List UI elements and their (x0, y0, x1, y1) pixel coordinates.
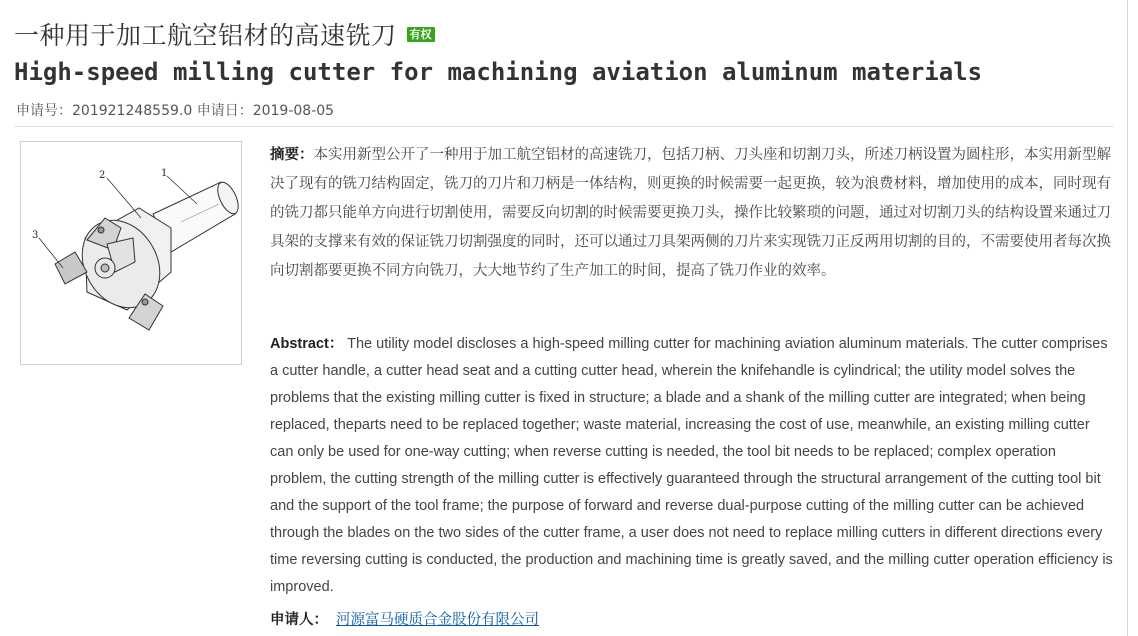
status-badge: 有权 (407, 27, 435, 42)
abstract-english (270, 331, 1115, 601)
title-row (14, 16, 435, 52)
application-date-label: 申请日： (196, 103, 253, 119)
applicant-link[interactable]: 河源富马硬质合金股份有限公司 (336, 612, 539, 628)
abstract-chinese-text: 本实用新型公开了一种用于加工航空铝材的高速铣刀，包括刀柄、刀头座和切割刀头，所述刀柄设置为圆柱形，本实用新型解决了现有的铣刀结构固定，铣刀的刀片和刀柄是一体结构，则更换的时候需要一起更换，较为浪费材料，增加使用的成本，同时现有的铣刀都只能单方向进行切割使用，需要反向切割的时候需要更换刀头，操作比较繁琐的问题，通过对切割刀头的结构设置来通过刀具架的支撑来有效的保证铣刀切割强度的同时，还可以通过刀具架两侧的刀片来实现铣刀正反两用切割的目的，不需要使用者每次换向切割都要更换不同方向铣刀，大大地节约了生产加工的时间，提高了铣刀作业的效率。 (270, 147, 1111, 279)
page-right-border (1127, 0, 1128, 636)
abstract-english-text: The utility model discloses a high-speed milling cutter for machining aviation aluminum materials. The cutter comprises a cutter handle, a cutter head seat and a cutting cutter head, wherein the knifehandle is cylindrical; the utility model solves the problems that the existing milling cutter is fixed in structure; a blade and a shank of the milling cutter are integrated; when being replaced, theparts need to be replaced together; waste material, increasing the cost of use, meanwhile, an existing milling cutter can only be used for one-way cutting; when reverse cutting is needed, the tool bit needs to be replaced; complex operation problem, the cutting strength of the milling cutter is effectively guaranteed through the structural arrangement of the cutting tool bit and the support of the tool frame; the purpose of forward and reverse dual-purpose cutting of the milling cutter can be achieved through the blades on the two sides of the cutter frame, a user does not need to replace milling cutters in different directions every time reversing cutting is conducted, the production and machining time is greatly saved, and the milling cutter operation efficiency is improved. (270, 336, 1113, 595)
abstract-chinese-label: 摘要： (270, 147, 314, 163)
page-title-english: High-speed milling cutter for machining aviation aluminum materials (14, 58, 983, 86)
applicant-label: 申请人： (270, 612, 328, 628)
page-title: 一种用于加工航空铝材的高速铣刀 (14, 21, 397, 50)
applicant-row (270, 608, 539, 629)
application-date: 2019-08-05 (252, 103, 335, 119)
milling-cutter-drawing (21, 142, 241, 364)
figure-label-1: 1 (161, 168, 168, 179)
divider (14, 126, 1114, 127)
figure-label-3: 3 (32, 230, 39, 241)
patent-figure[interactable] (20, 141, 242, 365)
abstract-chinese (270, 141, 1115, 286)
abstract-english-label: Abstract： (270, 336, 344, 352)
figure-label-2: 2 (99, 170, 106, 181)
application-number: 201921248559.0 (72, 103, 193, 119)
application-number-label: 申请号： (16, 103, 72, 119)
application-meta (16, 100, 334, 120)
